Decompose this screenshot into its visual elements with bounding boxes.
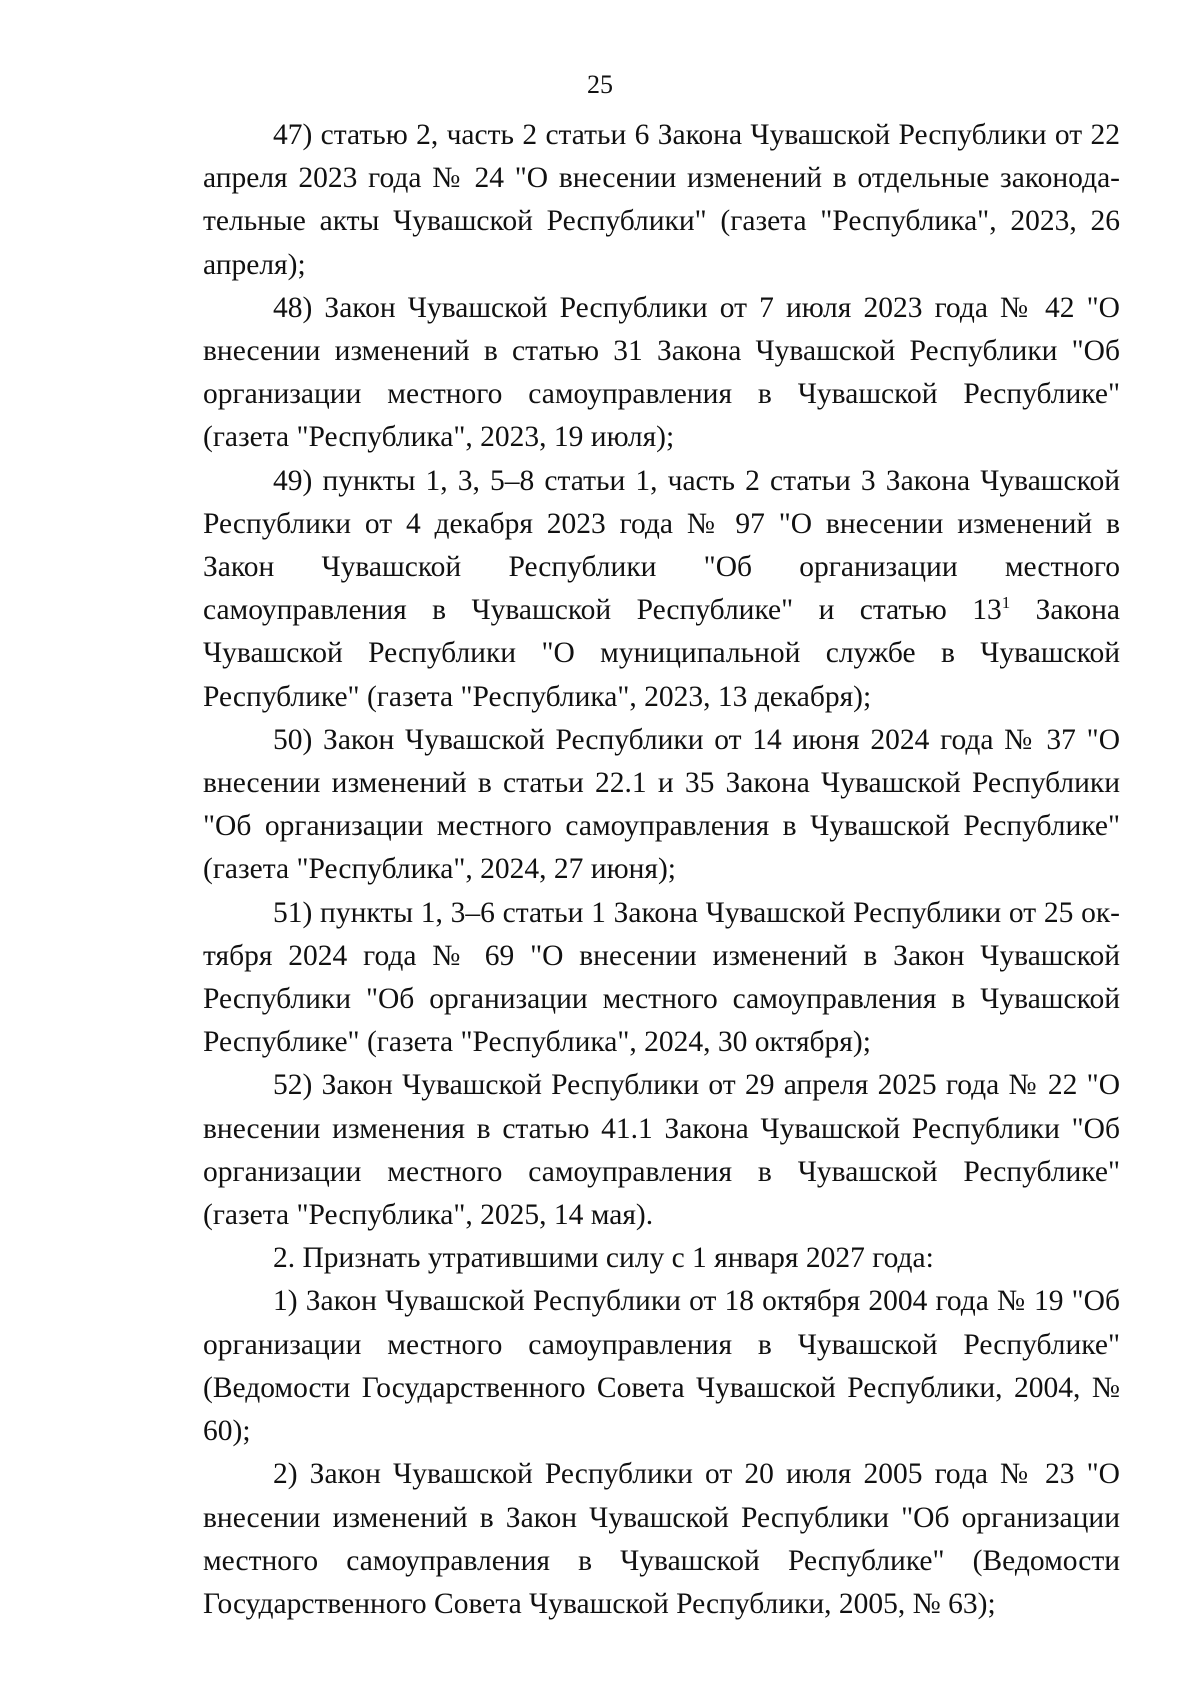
list-item-1: 1) Закон Чувашской Республики от 18 октября 2004 года № 19 "Об организации местного самоуправления в Чувашской Республике" (Ведомости Государственного Совета Чувашской Республики, 2004, № 60);	[203, 1285, 1120, 1448]
list-item-51: 51) пункты 1, 3–6 статьи 1 Закона Чувашской Республики от 25 октября 2024 года № 69 "О внесении изменений в Закон Чувашской Республики "Об организации местного самоуправления в Чувашской Республике" (газета "Республика", 2024, 30 октября);	[203, 896, 1120, 1059]
list-item-49-text-start: 49) пункты 1, 3, 5–8 статьи 1, часть 2 статьи 3 Закона Чувашской Республики от 4 декабря 2023 года № 97 "О внесении изменений в Закон Чувашской Республики "Об организации местного самоуправления в Чувашской Республике" и статью 13	[203, 464, 1120, 627]
document-body	[203, 114, 1120, 1626]
list-item-50: 50) Закон Чувашской Республики от 14 июня 2024 года № 37 "О внесении изменений в статьи 22.1 и 35 Закона Чувашской Республики "Об организации местного самоуправления в Чувашской Республике" (газета "Республика", 2024, 27 июня);	[203, 723, 1120, 886]
section-2-heading: 2. Признать утратившими силу с 1 января 2027 года:	[273, 1242, 934, 1275]
list-item-47: 47) статью 2, часть 2 статьи 6 Закона Чувашской Республики от 22 апреля 2023 года № 24 "О внесении изменений в отдельные законодательные акты Чувашской Республики" (газета "Республика", 2023, 26 апреля);	[203, 119, 1120, 281]
list-item-49	[203, 460, 1120, 719]
list-item-2: 2) Закон Чувашской Республики от 20 июля 2005 года № 23 "О внесении изменений в Закон Чувашской Республики "Об организации местного самоуправления в Чувашской Республике" (Ведомости Государственного Совета Чувашской Республики, 2005, № 63);	[203, 1458, 1120, 1620]
list-item-49-text-end: Закона Чувашской Республики "О муниципальной службе в Чувашской Республике" (газета "Республика", 2023, 13 декабря);	[203, 594, 1120, 713]
list-item-48: 48) Закон Чувашской Республики от 7 июля 2023 года № 42 "О внесении изменений в статью 31 Закона Чувашской Республики "Об организации местного самоуправления в Чувашской Республике" (газета "Республика", 2023, 19 июля);	[203, 291, 1120, 454]
page-number: 25	[587, 70, 613, 99]
list-item-52: 52) Закон Чувашской Республики от 29 апреля 2025 года № 22 "О внесении изменения в статью 41.1 Закона Чувашской Республики "Об организации местного самоуправления в Чувашской Республике" (газета "Республика", 2025, 14 мая).	[203, 1069, 1120, 1232]
superscript-index: 1	[1001, 593, 1011, 613]
